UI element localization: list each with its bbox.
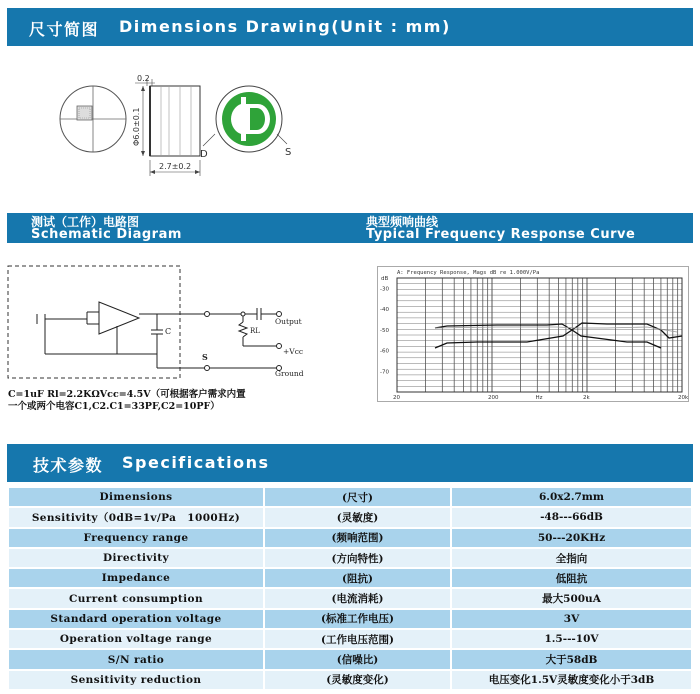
- spec-cn-cell: (标准工作电压): [264, 609, 451, 629]
- x-tick-label: 200: [488, 395, 499, 401]
- spec-cn-cell: (尺寸): [264, 487, 451, 507]
- dim-diameter-label: Φ6.0±0.1: [132, 107, 141, 146]
- frequency-response-graph: [377, 266, 689, 402]
- schematic-ground-label: Ground: [275, 369, 304, 378]
- dimension-drawing: [55, 74, 310, 184]
- spec-cn-cell: (灵敏度): [264, 507, 451, 527]
- schematic-response-header: [7, 213, 693, 243]
- schematic-note-line2: 一个或两个电容C1,C2.C1=33PF,C2=10PF）: [8, 401, 220, 412]
- schematic-note-line1: C=1uF Rl=2.2KΩVcc=4.5V（可根据客户需求内置: [8, 389, 246, 400]
- spec-name-cell: S/N ratio: [8, 649, 264, 669]
- y-tick-label: -40: [380, 307, 389, 314]
- table-row: [8, 528, 692, 548]
- spec-value-cell: 6.0x2.7mm: [451, 487, 692, 507]
- spec-value-cell: 大于58dB: [451, 649, 692, 669]
- spec-name-cell: Impedance: [8, 568, 264, 588]
- y-tick-label: -70: [380, 369, 389, 376]
- spec-cn-cell: (频响范围): [264, 528, 451, 548]
- x-tick-label: 20: [393, 395, 400, 401]
- response-title-cn: 典型频响曲线: [366, 215, 439, 229]
- table-row: [8, 568, 692, 588]
- schematic-rl-label: RL: [250, 327, 260, 335]
- dimensions-title-en: Dimensions Drawing(Unit : mm): [119, 17, 451, 36]
- spec-cn-cell: (信噪比): [264, 649, 451, 669]
- x-tick-label: 2k: [583, 395, 590, 401]
- dimensions-title-cn: 尺寸简图: [29, 20, 100, 39]
- spec-cn-cell: (工作电压范围): [264, 629, 451, 649]
- y-tick-label: -30: [380, 286, 389, 293]
- specs-title-cn: 技术参数: [33, 456, 104, 475]
- spec-name-cell: Directivity: [8, 548, 264, 568]
- pin-s-label: S: [285, 147, 292, 158]
- spec-cn-cell: (方向特性): [264, 548, 451, 568]
- spec-name-cell: Current consumption: [8, 588, 264, 608]
- specs-title-en: Specifications: [122, 453, 270, 472]
- schematic-output-label: Output: [275, 317, 302, 326]
- spec-name-cell: Operation voltage range: [8, 629, 264, 649]
- table-row: [8, 548, 692, 568]
- y-tick-label: -50: [380, 327, 389, 334]
- spec-value-cell: 3V: [451, 609, 692, 629]
- spec-name-cell: Standard operation voltage: [8, 609, 264, 629]
- y-tick-label: -60: [380, 348, 389, 355]
- spec-name-cell: Sensitivity（0dB=1v/Pa 1000Hz): [8, 507, 264, 527]
- specs-header: [7, 444, 693, 482]
- schematic-title-cn: 测试（工作）电路图: [31, 215, 140, 229]
- spec-value-cell: 1.5---10V: [451, 629, 692, 649]
- graph-header-text: A: Frequency Response, Mags dB re 1.000V/Pa: [397, 270, 540, 276]
- x-tick-label: Hz: [535, 395, 543, 401]
- spec-value-cell: 最大500uA: [451, 588, 692, 608]
- schematic-s-label: S: [202, 352, 208, 362]
- table-row: [8, 588, 692, 608]
- spec-value-cell: 低阻抗: [451, 568, 692, 588]
- table-row: [8, 609, 692, 629]
- table-row: [8, 649, 692, 669]
- schematic-c-label: C: [165, 327, 172, 336]
- spec-value-cell: -48---66dB: [451, 507, 692, 527]
- spec-value-cell: 50---20KHz: [451, 528, 692, 548]
- dim-top-label: 0.2: [137, 74, 150, 83]
- x-tick-label: 20k: [678, 395, 689, 401]
- spec-name-cell: Dimensions: [8, 487, 264, 507]
- spec-value-cell: 电压变化1.5V灵敏度变化小于3dB: [451, 670, 692, 690]
- table-row: [8, 670, 692, 690]
- schematic-vcc-label: +Vcc: [283, 347, 304, 356]
- mic-bottom-view: [203, 86, 287, 152]
- graph-y-label: dB: [381, 276, 389, 282]
- spec-cn-cell: (阻抗): [264, 568, 451, 588]
- spec-name-cell: Sensitivity reduction: [8, 670, 264, 690]
- table-row: [8, 629, 692, 649]
- graph-grid: [397, 278, 682, 392]
- dimensions-header: [7, 8, 693, 46]
- response-header: [351, 213, 693, 243]
- spec-value-cell: 全指向: [451, 548, 692, 568]
- schematic-title-en: Schematic Diagram: [31, 227, 182, 242]
- specs-table: [7, 486, 693, 691]
- pin-d-label: D: [200, 149, 208, 160]
- schematic-diagram: [7, 262, 317, 384]
- table-row: [8, 507, 692, 527]
- mic-front-view: [60, 86, 126, 152]
- schematic-header: [7, 213, 351, 243]
- response-title-en: Typical Frequency Response Curve: [366, 227, 636, 242]
- spec-name-cell: Frequency range: [8, 528, 264, 548]
- dim-height-label: 2.7±0.2: [159, 162, 192, 171]
- schematic-note: [8, 389, 246, 413]
- spec-cn-cell: (电流消耗): [264, 588, 451, 608]
- table-row: [8, 487, 692, 507]
- spec-cn-cell: (灵敏度变化): [264, 670, 451, 690]
